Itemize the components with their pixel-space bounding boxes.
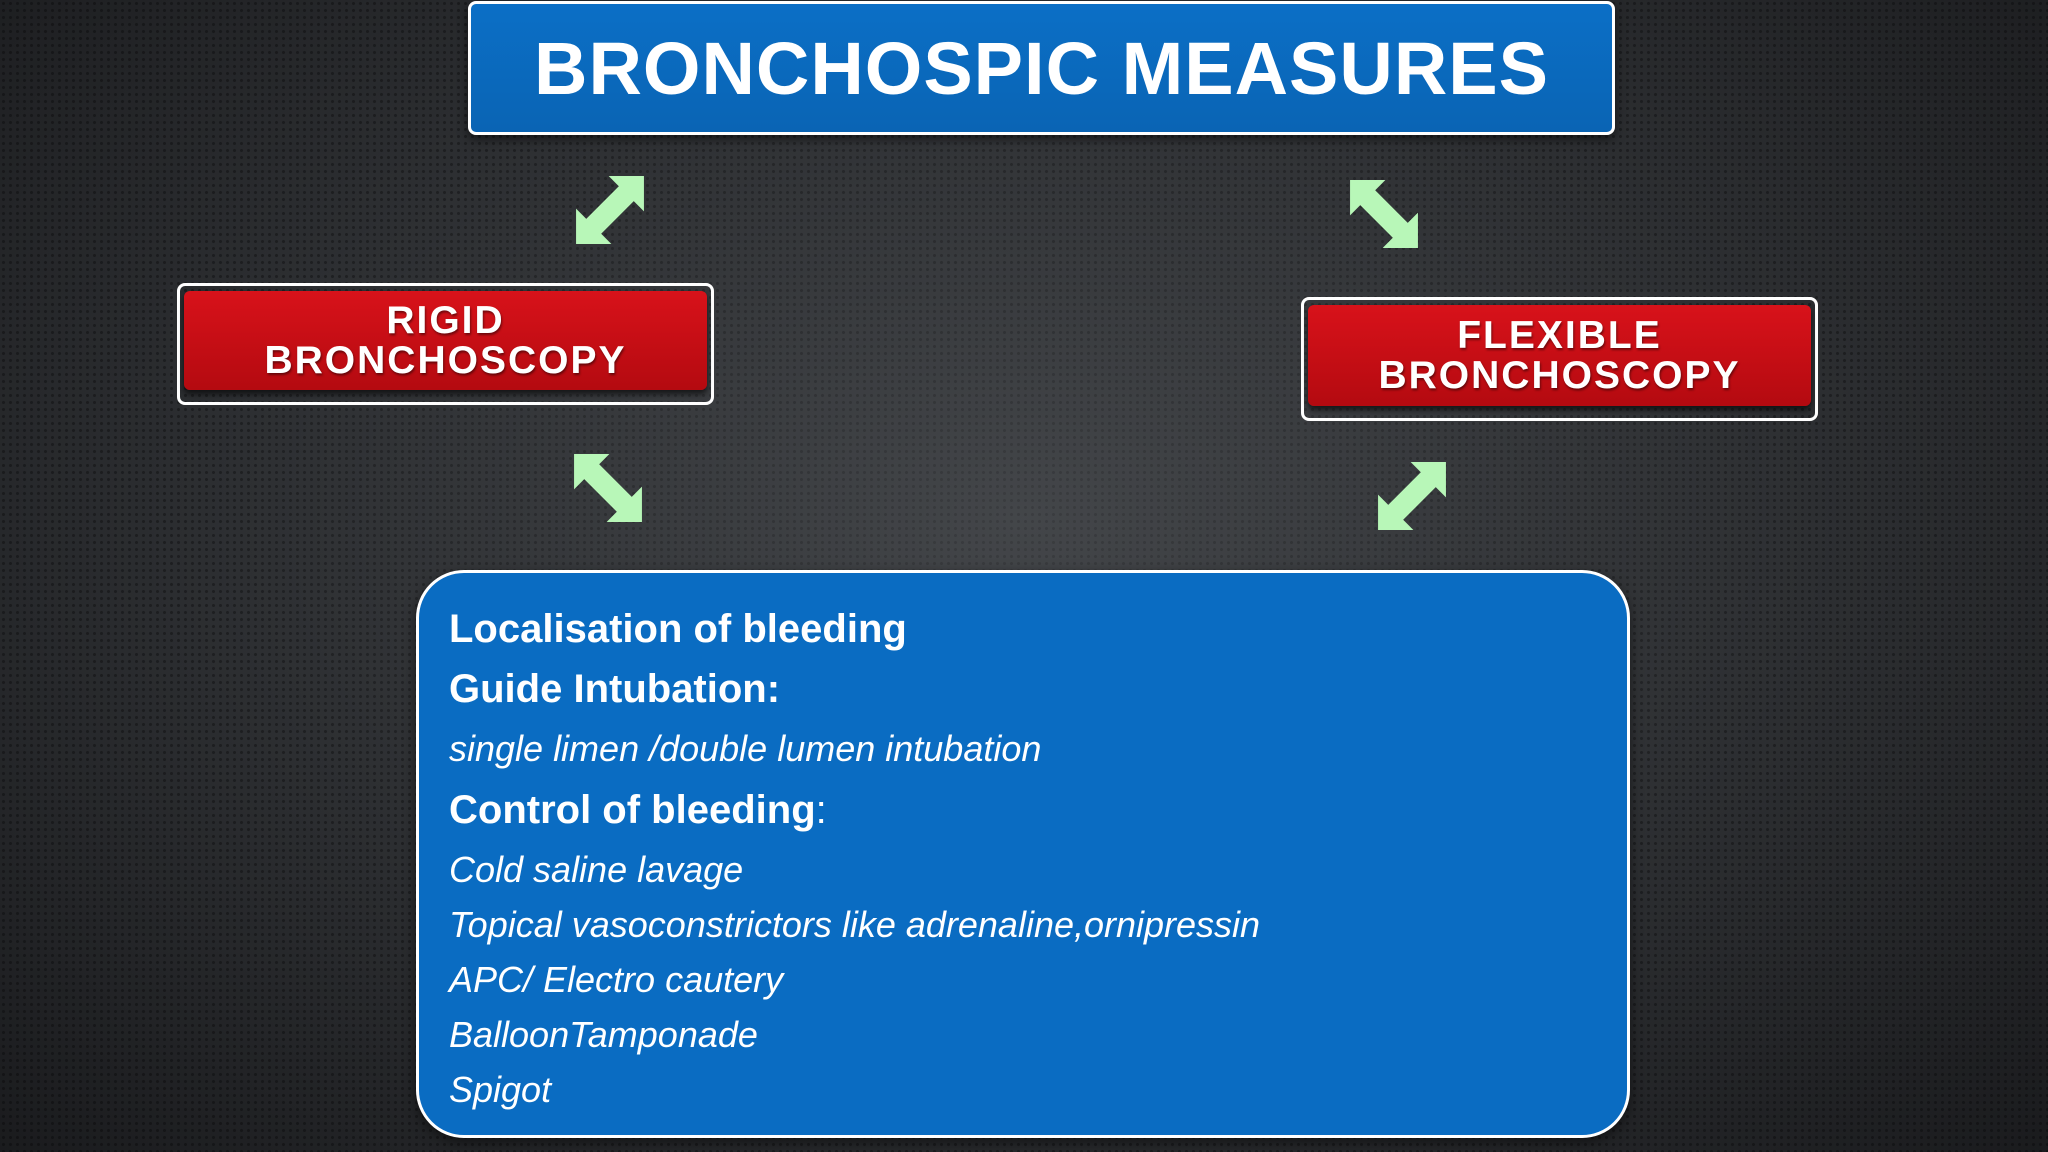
localisation-heading: Localisation of bleeding [449, 607, 907, 651]
control-bleeding-colon: : [815, 788, 827, 832]
rigid-line2: BRONCHOSCOPY [264, 338, 627, 382]
control-bleeding-heading [449, 782, 1597, 838]
rigid-line1: RIGID [386, 298, 505, 342]
rigid-bronchoscopy-box [177, 283, 714, 405]
flexible-bronchoscopy-label [1308, 305, 1811, 406]
double-arrow-icon [1320, 150, 1447, 277]
double-arrow-icon [1348, 432, 1475, 559]
guide-intubation-heading: Guide Intubation: [449, 667, 781, 711]
list-item: APC/ Electro cautery [449, 959, 784, 1000]
list-item: Cold saline lavage [449, 849, 744, 890]
list-item: Spigot [449, 1069, 552, 1110]
control-bleeding-text: Control of bleeding [449, 788, 816, 832]
flexible-line1: FLEXIBLE [1457, 313, 1662, 357]
page-title: BRONCHOSPIC MEASURES [534, 26, 1549, 110]
double-arrow-icon [546, 146, 673, 273]
title-banner [468, 1, 1615, 135]
double-arrow-icon [544, 424, 671, 551]
flexible-bronchoscopy-box [1301, 297, 1818, 421]
flexible-line2: BRONCHOSCOPY [1378, 353, 1741, 397]
list-item: Topical vasoconstrictors like adrenaline,ornipressin [449, 904, 1261, 945]
guide-intubation-detail: single limen /double lumen intubation [449, 728, 1042, 769]
rigid-bronchoscopy-label [184, 291, 707, 390]
measures-content-box [416, 570, 1630, 1138]
list-item: BalloonTamponade [449, 1014, 758, 1055]
